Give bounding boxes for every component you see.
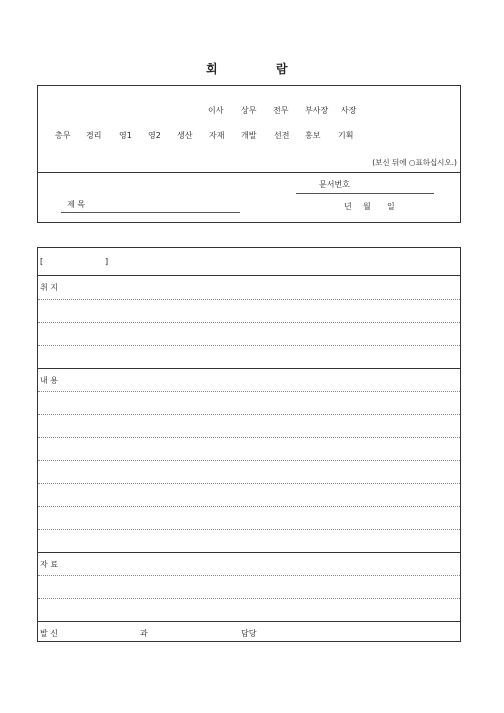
circle-note: (보신 뒤에 ○표하십시오.): [372, 158, 457, 167]
footer-sender-label: 발 신: [40, 629, 58, 638]
dept-planning: 기획: [338, 131, 354, 140]
content-line: [38, 437, 460, 438]
divider-purpose: [38, 275, 460, 276]
subject-label: 제 목: [67, 200, 85, 209]
content-line: [38, 414, 460, 415]
purpose-line: [38, 322, 460, 323]
content-line: [38, 529, 460, 530]
routing-box: [37, 85, 461, 223]
top-divider: [38, 172, 460, 173]
subject-line: [61, 212, 240, 213]
approver-president: 사장: [341, 106, 357, 115]
dept-pr: 홍보: [305, 131, 321, 140]
purpose-line: [38, 299, 460, 300]
content-line: [38, 460, 460, 461]
dept-accounting: 경리: [86, 131, 102, 140]
section-material-label: 자 료: [40, 560, 58, 569]
date-year: 년: [344, 202, 352, 211]
dept-general-affairs: 총무: [55, 131, 71, 140]
divider-material: [38, 552, 460, 553]
footer-charge-label: 담당: [241, 629, 257, 638]
approver-vice-president: 부사장: [305, 106, 329, 115]
date-day: 일: [387, 202, 395, 211]
title-char-2: 람: [276, 62, 289, 76]
section-content-label: 내 용: [40, 376, 58, 385]
approver-director: 이사: [208, 106, 224, 115]
content-line: [38, 391, 460, 392]
content-line: [38, 506, 460, 507]
approver-managing-director: 상무: [241, 106, 257, 115]
material-line: [38, 575, 460, 576]
dept-advertising: 선전: [274, 131, 290, 140]
divider-content: [38, 368, 460, 369]
bracket-open: [: [40, 257, 44, 266]
section-purpose-label: 취 지: [40, 283, 58, 292]
purpose-line: [38, 345, 460, 346]
bracket-close: ]: [105, 257, 109, 266]
title-char-1: 회: [206, 62, 219, 76]
page-title: [0, 60, 504, 80]
dept-sales1: 영1: [119, 131, 132, 140]
dept-materials: 자재: [209, 131, 225, 140]
doc-number-label: 문서번호: [319, 180, 350, 189]
divider-footer: [38, 621, 460, 622]
material-line: [38, 598, 460, 599]
dept-development: 개발: [241, 131, 257, 140]
date-month: 월: [363, 202, 371, 211]
body-box: [37, 247, 461, 642]
footer-dept-label: 과: [140, 629, 148, 638]
dept-sales2: 영2: [148, 131, 161, 140]
dept-production: 생산: [177, 131, 193, 140]
doc-number-line: [296, 193, 434, 194]
content-line: [38, 483, 460, 484]
approver-senior-director: 전무: [273, 106, 289, 115]
